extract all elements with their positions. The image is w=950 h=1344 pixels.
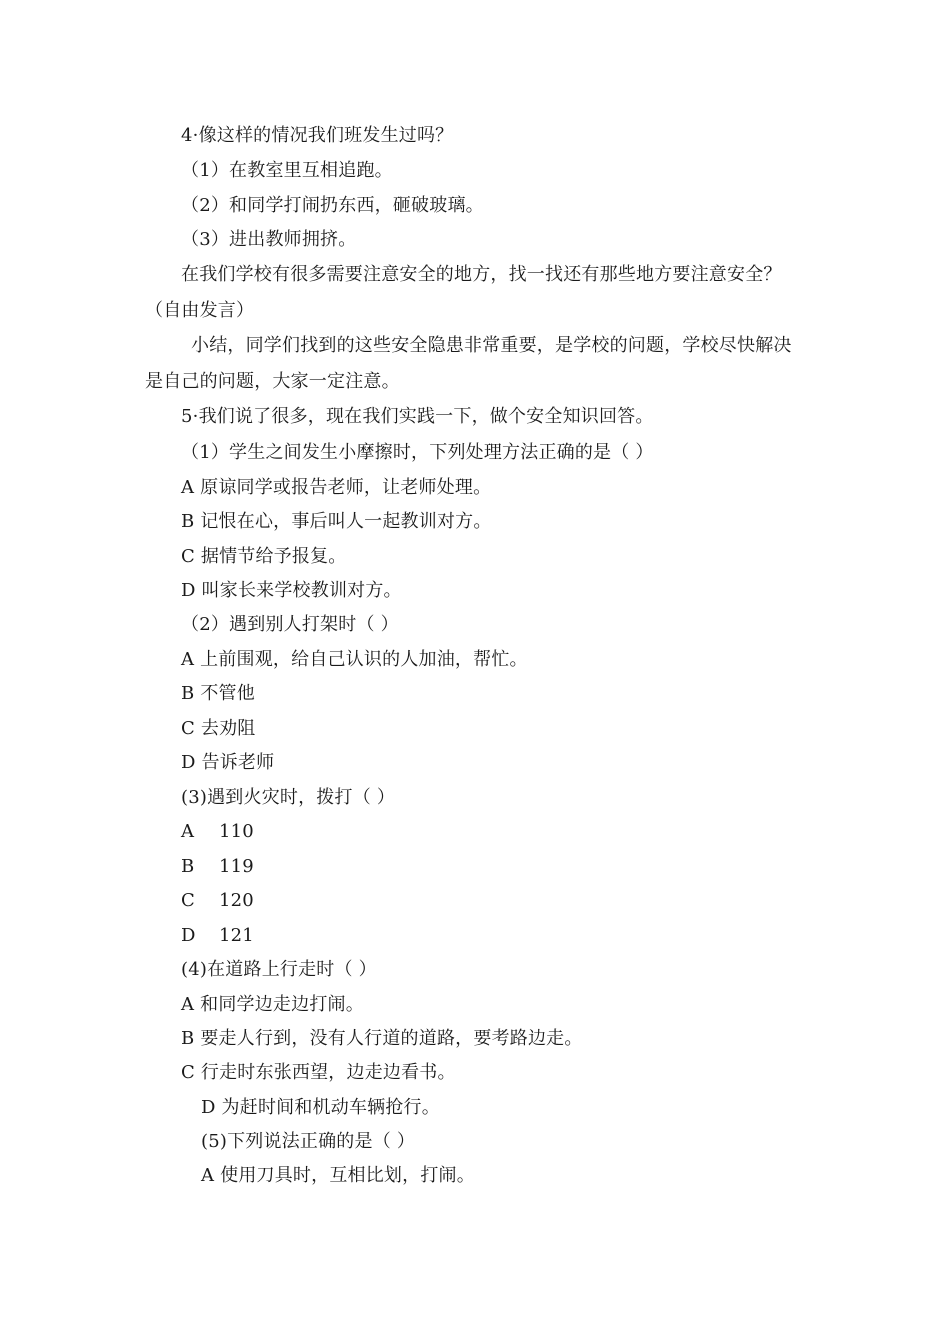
q5-5-question: (5)下列说法正确的是（ ） — [201, 1131, 416, 1152]
q5-4-question: (4)在道路上行走时（ ） — [181, 959, 377, 980]
q5-1-option-b: B 记恨在心，事后叫人一起教训对方。 — [181, 511, 492, 532]
option-letter: A — [181, 821, 195, 842]
q4-item-2: （2）和同学打闹扔东西，砸破玻璃。 — [181, 195, 484, 216]
q5-4-option-b: B 要走人行到，没有人行道的道路，要考路边走。 — [181, 1028, 583, 1049]
paragraph-safety-places: 在我们学校有很多需要注意安全的地方，找一找还有那些地方要注意安全？ — [181, 264, 782, 285]
q4-item-1: （1）在教室里互相追跑。 — [181, 160, 393, 181]
q5-2-option-d: D 告诉老师 — [181, 752, 275, 773]
q5-4-option-d: D 为赶时间和机动车辆抢行。 — [201, 1097, 440, 1118]
summary-line-2: 是自己的问题，大家一定注意。 — [145, 371, 400, 392]
q5-2-option-b: B 不管他 — [181, 683, 255, 704]
q5-4-option-c: C 行走时东张西望，边走边看书。 — [181, 1062, 456, 1083]
q5-1-question: （1）学生之间发生小摩擦时，下列处理方法正确的是（ ） — [181, 442, 654, 463]
option-number: 110 — [219, 821, 254, 842]
q5-1-option-d: D 叫家长来学校教训对方。 — [181, 580, 402, 601]
option-number: 120 — [219, 890, 254, 911]
q5-1-option-c: C 据情节给予报复。 — [181, 546, 347, 567]
q5-3-option-c — [181, 890, 254, 912]
q5-3-question: (3)遇到火灾时，拨打（ ） — [181, 787, 396, 808]
q5-2-question: （2）遇到别人打架时（ ） — [181, 614, 399, 635]
q5-1-option-a: A 原谅同学或报告老师，让老师处理。 — [181, 477, 492, 498]
option-number: 121 — [219, 925, 254, 946]
q5-3-option-d — [181, 925, 254, 947]
summary-line-1: 小结，同学们找到的这些安全隐患非常重要，是学校的问题，学校尽快解决 — [191, 335, 792, 356]
q5-2-option-a: A 上前围观，给自己认识的人加油，帮忙。 — [181, 649, 528, 670]
option-letter: B — [181, 856, 195, 877]
option-letter: C — [181, 890, 195, 911]
question-4-heading: 4·像这样的情况我们班发生过吗？ — [181, 125, 454, 146]
q5-3-option-b — [181, 856, 254, 878]
option-number: 119 — [219, 856, 254, 877]
q5-2-option-c: C 去劝阻 — [181, 718, 256, 739]
q4-item-3: （3）进出教师拥挤。 — [181, 229, 357, 250]
q5-5-option-a: A 使用刀具时，互相比划，打闹。 — [201, 1165, 475, 1186]
question-5-heading: 5·我们说了很多，现在我们实践一下，做个安全知识回答。 — [181, 406, 654, 427]
paragraph-free-speech: （自由发言） — [145, 300, 255, 321]
option-letter: D — [181, 925, 196, 946]
q5-3-option-a — [181, 821, 254, 843]
q5-4-option-a: A 和同学边走边打闹。 — [181, 994, 364, 1015]
